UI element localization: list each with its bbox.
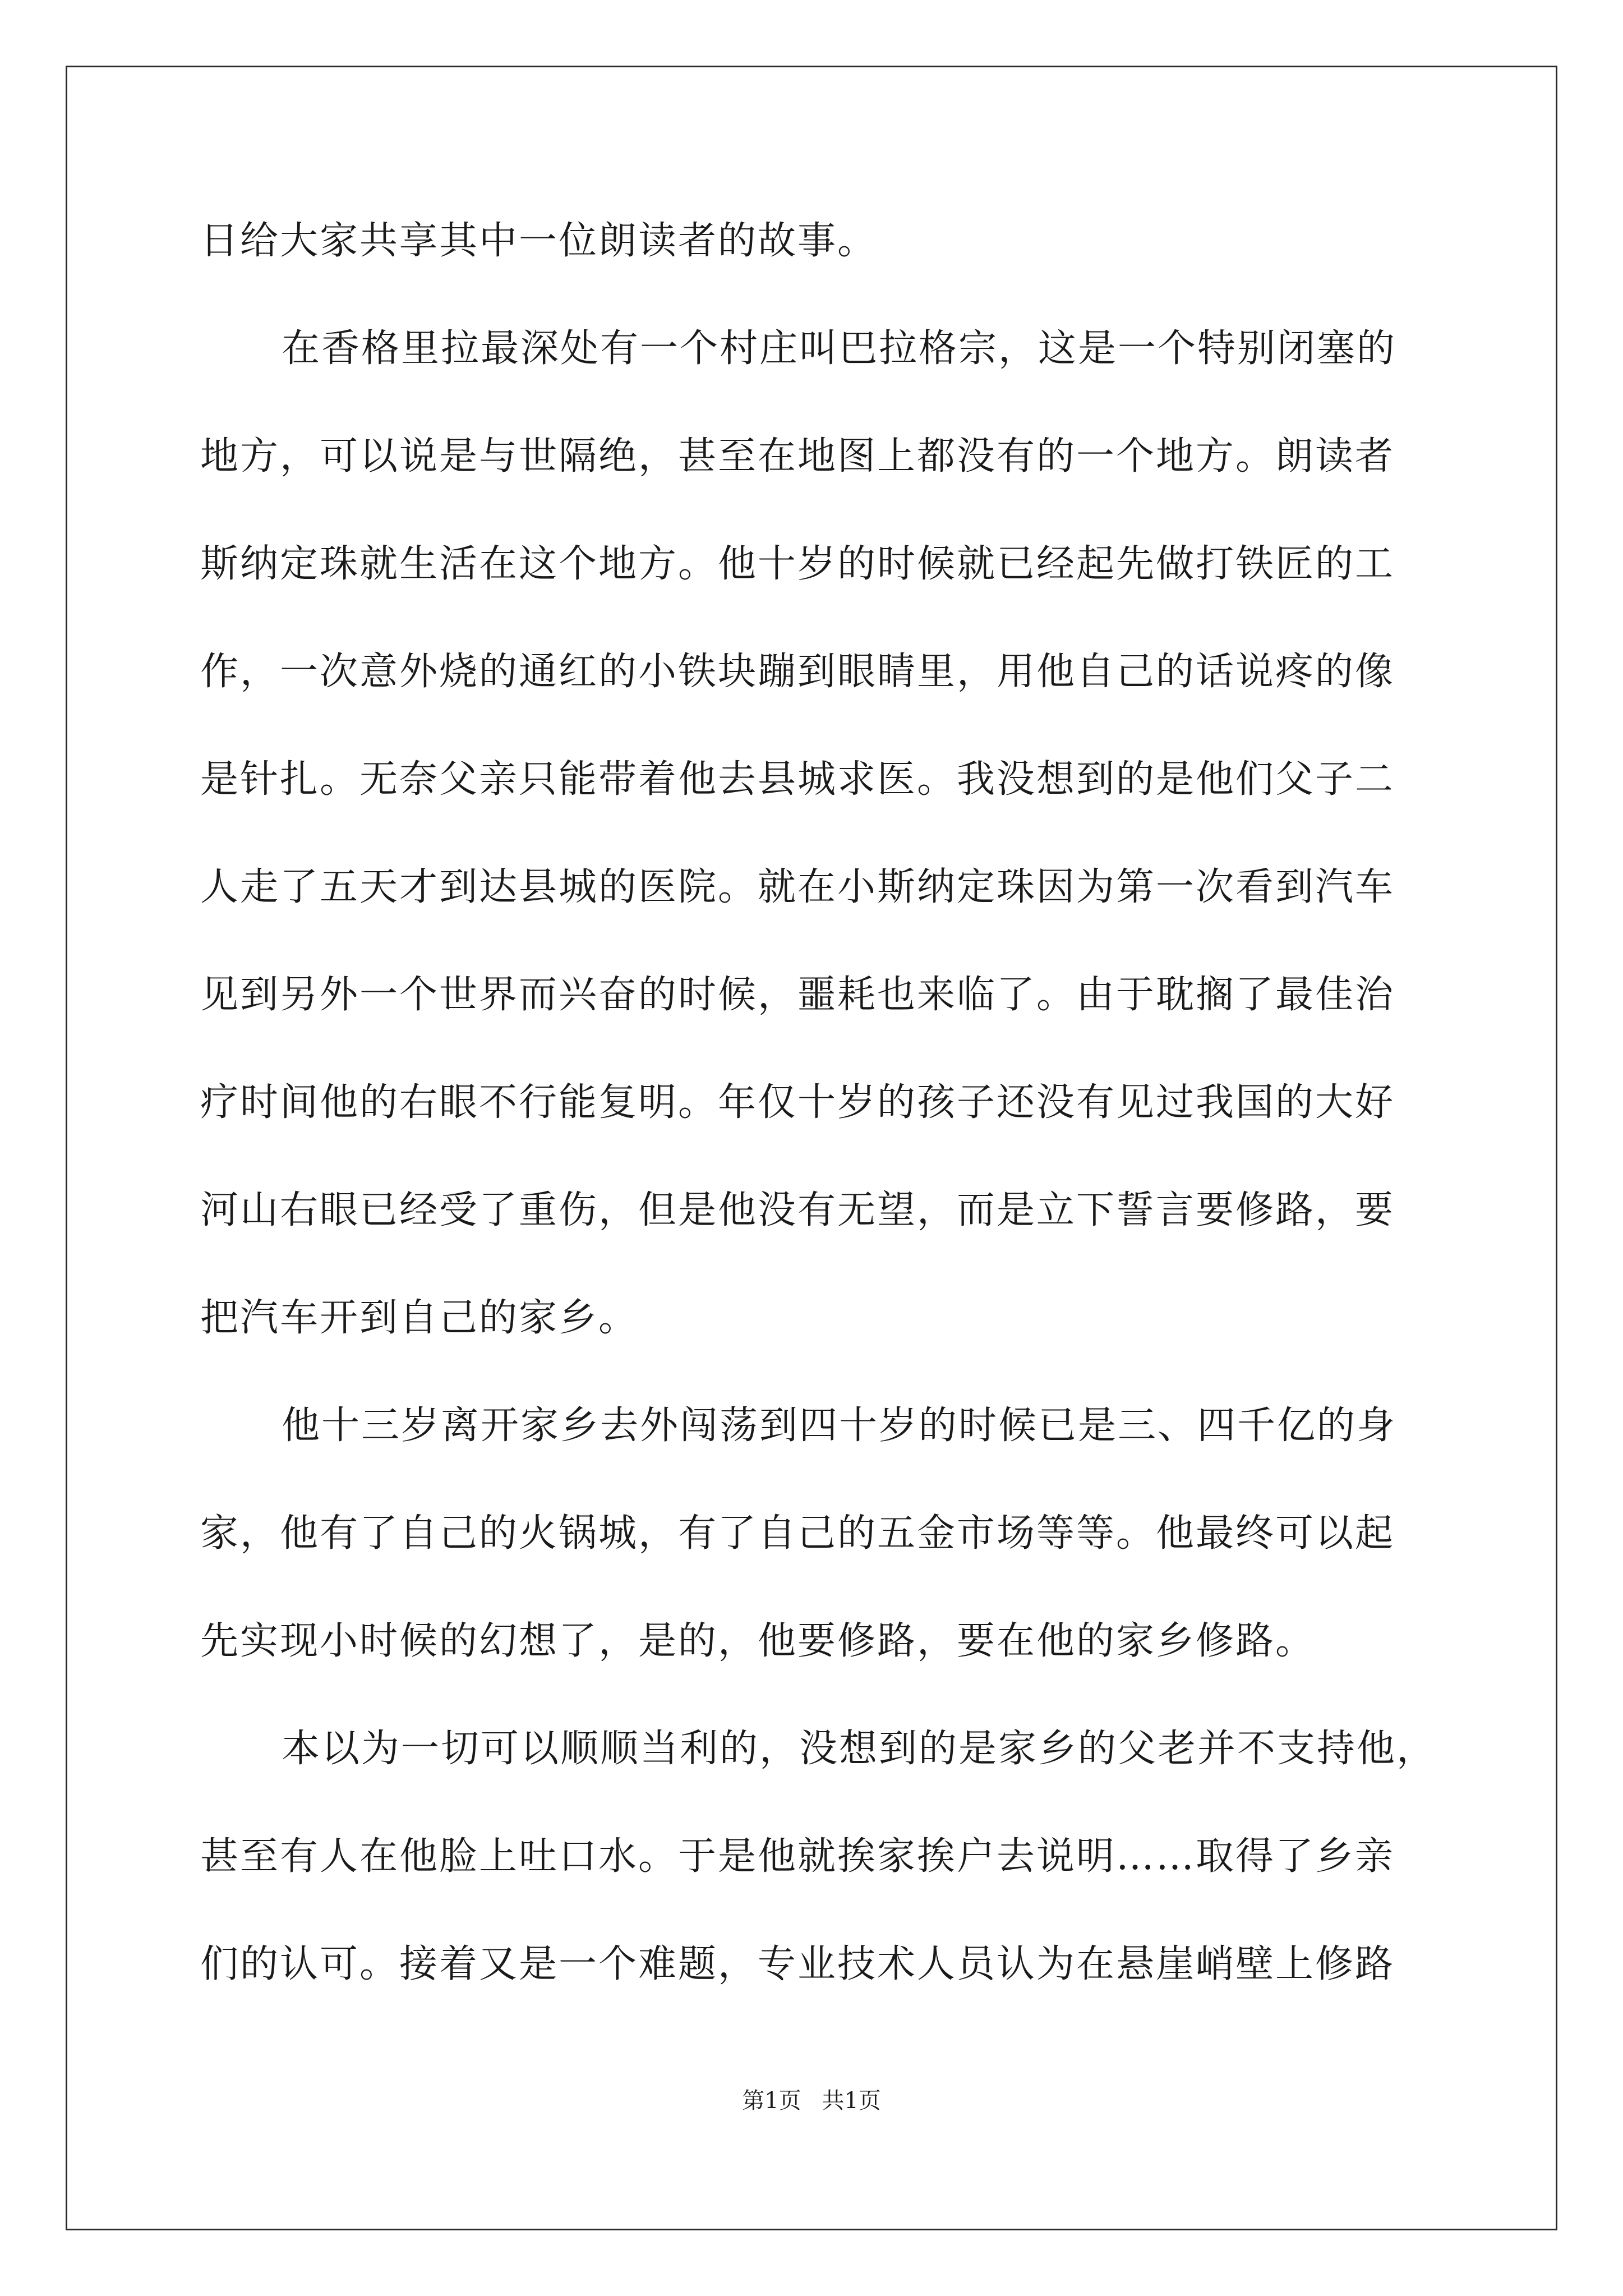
page-footer [0,2087,1623,2115]
text-line: 在香格里拉最深处有一个村庄叫巴拉格宗，这是一个特别闭塞的 [282,326,1397,371]
text-line: 甚至有人在他脸上吐口水。于是他就挨家挨户去说明……取得了乡亲 [200,1834,1395,1879]
text-line: 家，他有了自己的火锅城，有了自己的五金市场等等。他最终可以起 [200,1511,1395,1556]
text-line: 疗时间他的右眼不行能复明。年仅十岁的孩子还没有见过我国的大好 [200,1080,1395,1125]
text-line: 是针扎。无奈父亲只能带着他去县城求医。我没想到的是他们父子二 [200,757,1395,802]
text-line: 见到另外一个世界而兴奋的时候，噩耗也来临了。由于耽搁了最佳治 [200,973,1395,1017]
text-line: 们的认可。接着又是一个难题，专业技术人员认为在悬崖峭壁上修路 [200,1942,1395,1986]
text-line: 先实现小时候的幻想了，是的，他要修路，要在他的家乡修路。 [200,1619,1316,1663]
document-body [200,205,1437,2036]
text-line: 作，一次意外烧的通红的小铁块蹦到眼睛里，用他自己的话说疼的像 [200,650,1395,694]
text-line: 把汽车开到自己的家乡。 [200,1296,639,1340]
text-line: 地方，可以说是与世隔绝，甚至在地图上都没有的一个地方。朗读者 [200,434,1395,478]
page-total: 共1页 [822,2088,881,2114]
text-line: 斯纳定珠就生活在这个地方。他十岁的时候就已经起先做打铁匠的工 [200,542,1395,586]
text-line: 日给大家共享其中一位朗读者的故事。 [200,219,878,263]
text-line: 河山右眼已经受了重伤，但是他没有无望，而是立下誓言要修路，要 [200,1188,1395,1232]
page-number: 第1页 [742,2088,801,2114]
text-line: 本以为一切可以顺顺当利的，没想到的是家乡的父老并不支持他， [282,1727,1437,1771]
text-line: 人走了五天才到达县城的医院。就在小斯纳定珠因为第一次看到汽车 [200,865,1395,909]
text-line: 他十三岁离开家乡去外闯荡到四十岁的时候已是三、四千亿的身 [282,1404,1397,1448]
